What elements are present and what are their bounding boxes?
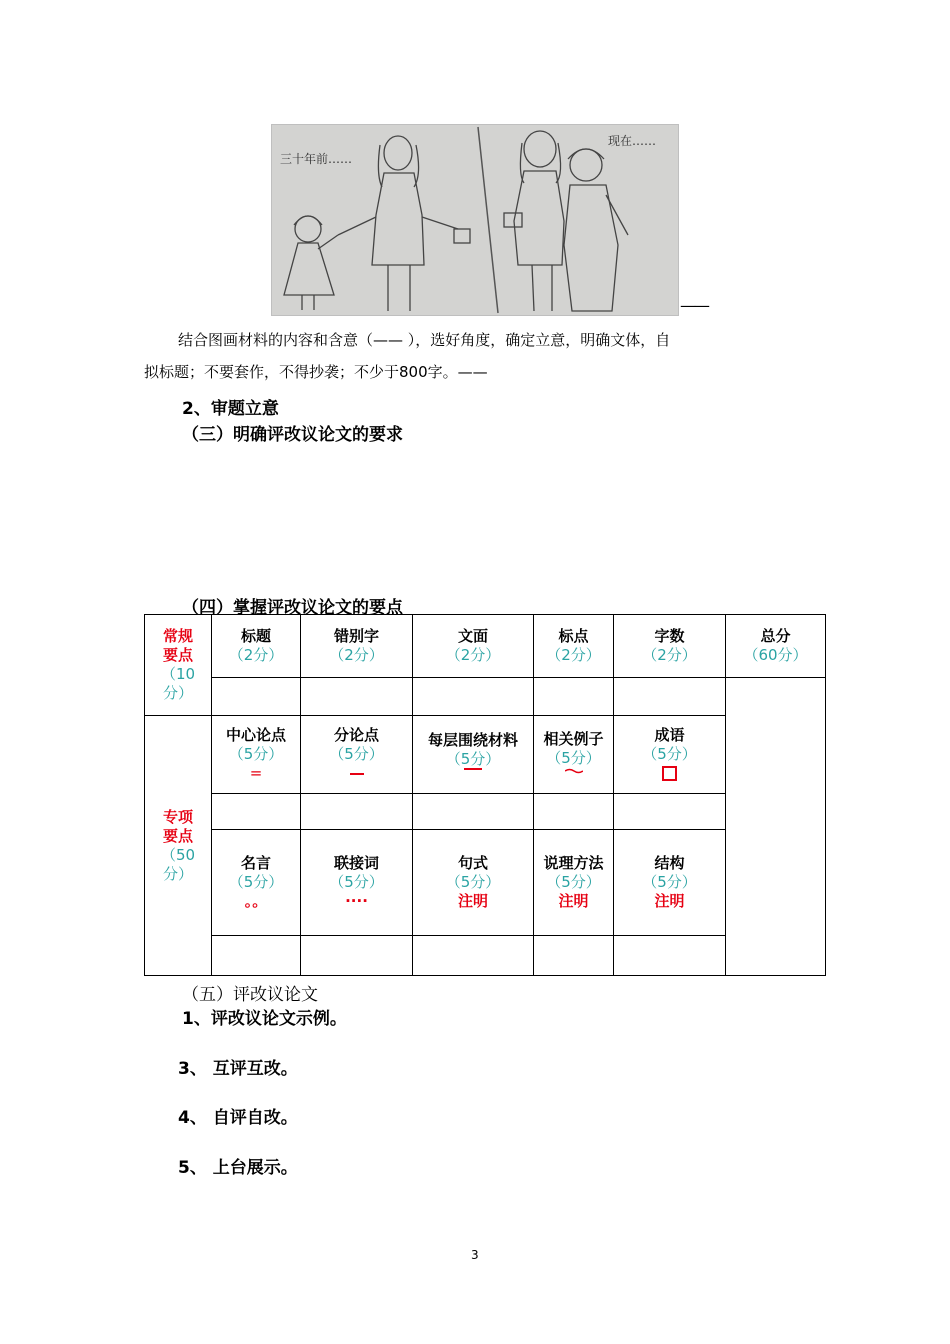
trailing-dash: —— — [680, 296, 708, 315]
cell-idioms: 成语 （5分） — [614, 716, 726, 794]
score-blank — [534, 936, 614, 976]
cell-quotes: 名言 （5分） 。。 — [212, 830, 301, 936]
cell-examples: 相关例子 （5分） — [534, 716, 614, 794]
cell-connectives: 联接词 （5分） ···· — [301, 830, 413, 936]
special-score: （50分） — [160, 845, 196, 883]
heading-key-points: （四）掌握评改议论文的要点 — [182, 598, 403, 618]
score-blank — [413, 936, 534, 976]
prompt-line-2: 拟标题；不要套作，不得抄袭；不少于800字。—— — [144, 363, 488, 381]
step-self-review: 4、 自评自改。 — [178, 1108, 298, 1128]
special-points-cell — [145, 716, 212, 976]
score-blank — [413, 794, 534, 830]
cell-title: 标题 （2分） — [212, 615, 301, 678]
caption-right: 现在…… — [608, 134, 657, 148]
conventional-label: 常规要点 — [162, 627, 193, 664]
grading-table — [144, 614, 826, 976]
prompt-line-1: 结合图画材料的内容和含意（—— ），选好角度，确定立意，明确文体，自 — [178, 331, 671, 349]
page-number: 3 — [471, 1248, 479, 1262]
cell-punctuation: 标点 （2分） — [534, 615, 614, 678]
underline-mark — [415, 759, 531, 778]
dots-mark: ···· — [345, 892, 368, 910]
annotate-mark: 注明 — [654, 892, 685, 910]
annotate-mark: 注明 — [558, 892, 589, 910]
total-score-blank — [726, 678, 826, 976]
step-peer-review: 3、 互评互改。 — [178, 1059, 298, 1079]
underline-mark — [303, 764, 410, 783]
cell-reasoning-methods: 说理方法 （5分） 注明 — [534, 830, 614, 936]
score-blank — [212, 794, 301, 830]
heading-revise-essay: （五）评改议论文 — [182, 985, 318, 1005]
heading-topic-analysis: 2、审题立意 — [182, 399, 279, 419]
annotate-mark: 注明 — [457, 892, 488, 910]
cell-structure: 结构 （5分） 注明 — [614, 830, 726, 936]
special-label: 专项要点 — [162, 807, 193, 845]
conventional-score: （10分） — [160, 665, 196, 702]
score-blank — [413, 678, 534, 716]
cell-sub-arguments: 分论点 （5分） — [301, 716, 413, 794]
cartoon-illustration — [271, 124, 679, 316]
cell-word-count: 字数 （2分） — [614, 615, 726, 678]
circle-dots-mark: 。。 — [244, 892, 268, 910]
heading-requirements: （三）明确评改议论文的要求 — [182, 425, 403, 445]
cell-around-material: 每层围绕材料 （5分） — [413, 716, 534, 794]
step-example: 1、评改议论文示例。 — [182, 1009, 347, 1029]
score-blank — [534, 678, 614, 716]
step-present: 5、 上台展示。 — [178, 1158, 298, 1178]
score-blank — [301, 936, 413, 976]
score-blank — [212, 936, 301, 976]
cell-typos: 错别字 （2分） — [301, 615, 413, 678]
score-blank — [614, 678, 726, 716]
box-mark — [616, 764, 723, 783]
score-blank — [301, 794, 413, 830]
cell-sentence-patterns: 句式 （5分） 注明 — [413, 830, 534, 936]
caption-left: 三十年前…… — [280, 152, 353, 166]
cell-central-thesis: 中心论点 （5分） = — [212, 716, 301, 794]
conventional-points-cell — [145, 615, 212, 716]
score-blank — [212, 678, 301, 716]
cell-total: 总分 （60分） — [726, 615, 826, 678]
cell-layout: 文面 （2分） — [413, 615, 534, 678]
score-blank — [301, 678, 413, 716]
score-blank — [614, 936, 726, 976]
double-line-mark: = — [249, 764, 263, 782]
score-blank — [534, 794, 614, 830]
score-blank — [614, 794, 726, 830]
